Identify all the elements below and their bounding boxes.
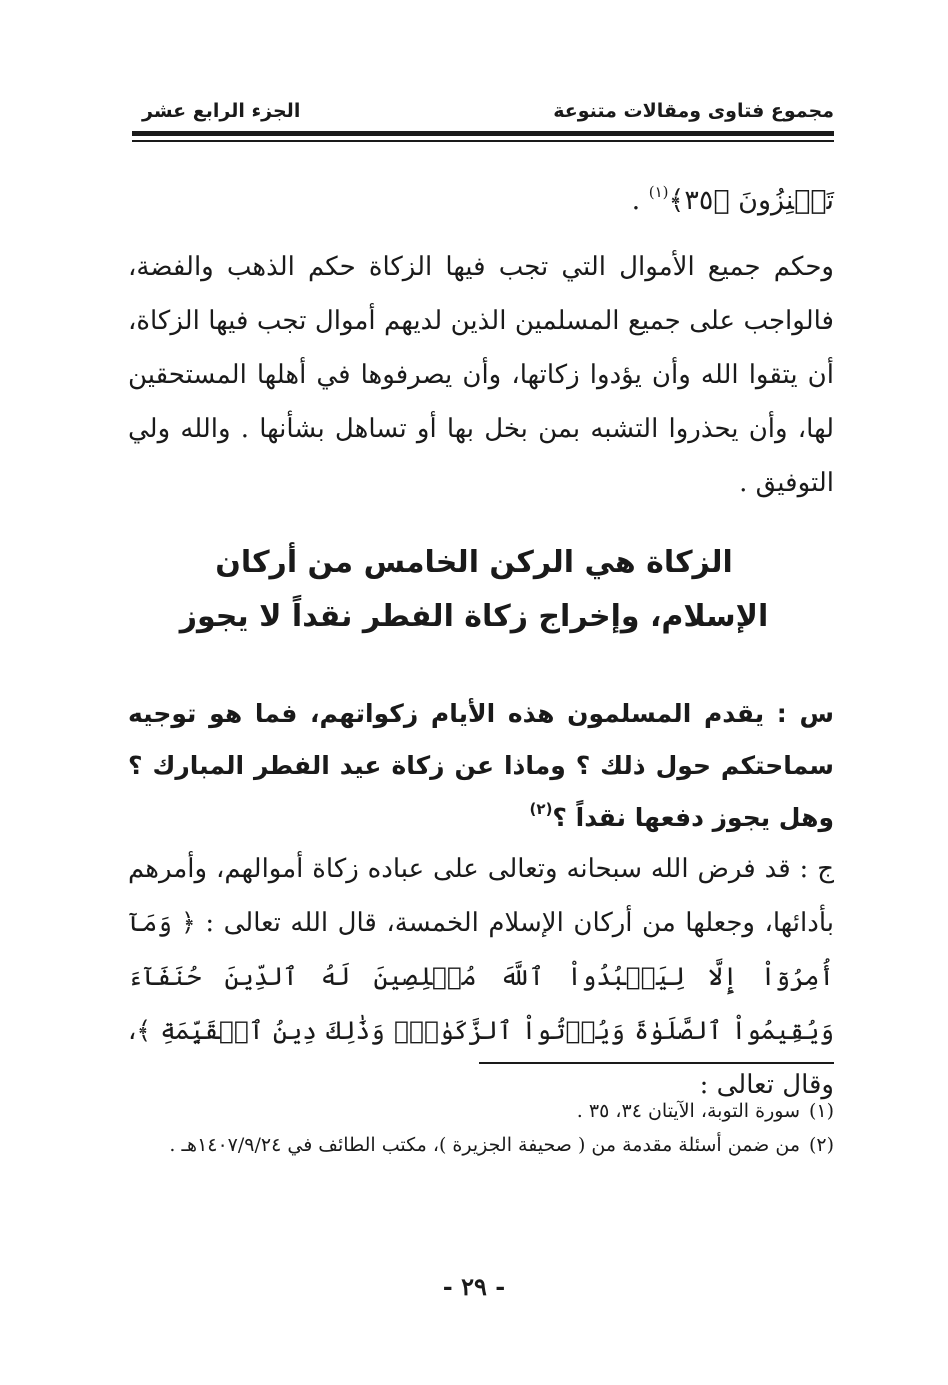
paragraph-text: وحكم جميع الأموال التي تجب فيها الزكاة حكم الذهب والفضة، فالواجب على جميع المسلمين الذين لديهم أموال تجب فيها الزكاة، أن يتقوا الله وأن يؤدوا زكاتها، وأن يصرفوها في أهلها المستحقين لها، وأن يحذروا التشبه بمن بخل بها أو تساهل بشأنها . والله ولي التوفيق . [128,252,834,498]
header-rule-thin [132,140,834,142]
heading-line-1: الزكاة هي الركن الخامس من أركان [215,545,733,580]
footnote-separator [479,1062,834,1064]
footnote-1 [128,1094,834,1128]
footnote-ref-1: (١) [648,183,669,201]
paragraph-zakat-ruling [128,240,834,510]
section-heading [150,536,798,644]
verse-text: تَكۡنِزُونَ ﴿٣٥﴾ [668,185,834,216]
footnote-number: (٢) [808,1134,834,1156]
question-text: س : يقدم المسلمون هذه الأيام زكواتهم، فما هو توجيه سماحتكم حول ذلك ؟ وماذا عن زكاة عيد الفطر المبارك ؟ وهل يجوز دفعها نقداً ؟ [128,699,834,832]
verse-trailing: . [631,185,649,216]
footnote-text: من ضمن أسئلة مقدمة من ( صحيفة الجزيرة )، مكتب الطائف في ١٤٠٧/٩/٢٤هـ . [169,1134,800,1156]
volume-label: الجزء الرابع عشر [142,100,301,122]
series-title: مجموع فتاوى ومقالات متنوعة [553,100,834,122]
footnote-2 [128,1128,834,1162]
header-rule-thick [132,131,834,136]
footnote-number: (١) [808,1100,834,1122]
question-block [128,688,834,844]
quran-verse: ﴿ وَمَآ أُمِرُوٓاْ إِلَّا لِيَعۡبُدُواْ ٱللَّهَ مُخۡلِصِينَ لَهُ ٱلدِّينَ حُنَفَآءَ وَيُقِيمُواْ ٱلصَّلَوٰةَ وَيُؤۡتُواْ ٱلزَّكَوٰةَۚ وَذَٰلِكَ دِينُ ٱلۡقَيِّمَةِ ﴾ [128,908,834,1045]
heading-line-2: الإسلام، وإخراج زكاة الفطر نقداً لا يجوز [179,599,769,634]
verse-ending [128,176,834,226]
answer-block [128,842,834,1112]
footnote-text: سورة التوبة، الآيتان ٣٤، ٣٥ . [576,1100,800,1122]
answer-outro: ، وقال تعالى : [128,1016,834,1100]
running-header [132,100,834,130]
answer-intro: ج : قد فرض الله سبحانه وتعالى على عباده زكاة أموالهم، وأمرهم بأدائها، وجعلها من أركان الإسلام الخمسة، قال الله تعالى : [128,854,834,938]
footnote-ref-2: (٢) [529,800,553,818]
page-number: - ٢٩ - [442,1272,506,1301]
footnotes [128,1094,834,1162]
